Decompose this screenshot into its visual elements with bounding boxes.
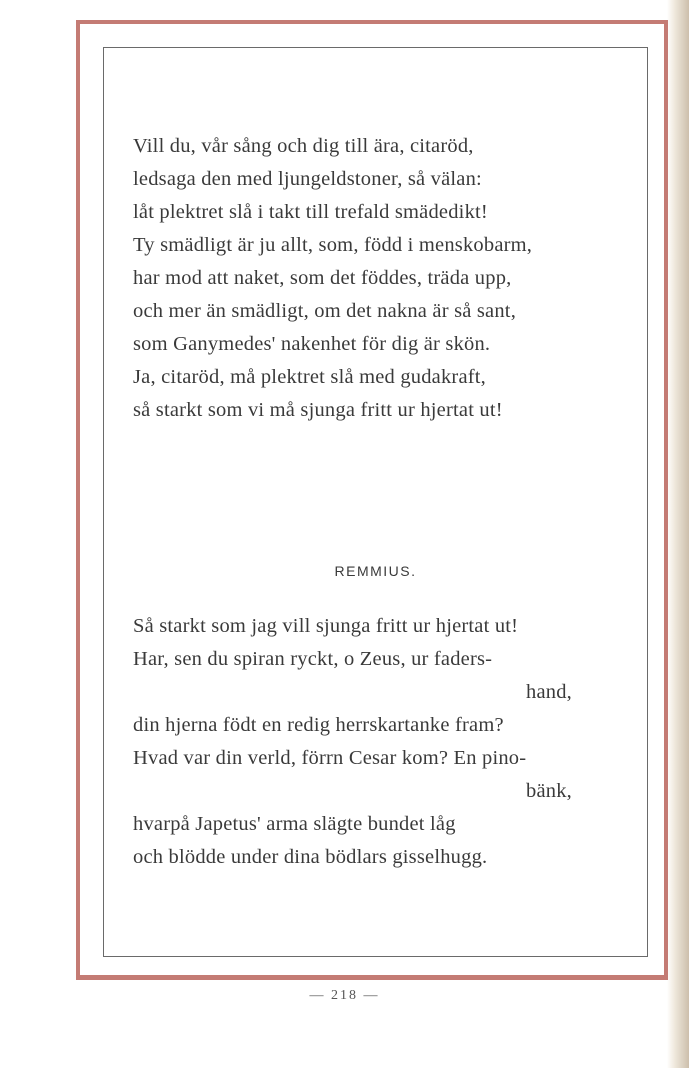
verse-line: Ja, citaröd, må plektret slå med gudakraft,	[133, 366, 486, 388]
verse-line: som Ganymedes' nakenhet för dig är skön.	[133, 333, 491, 355]
verse-line-continuation: bänk,	[526, 780, 572, 802]
verse-line: Har, sen du spiran ryckt, o Zeus, ur faders-	[133, 648, 493, 670]
verse-line: låt plektret slå i takt till trefald smädedikt!	[133, 201, 488, 223]
verse-line: och blödde under dina bödlars gisselhugg.	[133, 846, 488, 868]
verse-line: har mod att naket, som det föddes, träda upp,	[133, 267, 512, 289]
verse-line: Vill du, vår sång och dig till ära, citaröd,	[133, 135, 474, 157]
page-edge-shading	[667, 0, 689, 1068]
verse-line: så starkt som vi må sjunga fritt ur hjertat ut!	[133, 399, 503, 421]
speaker-heading: REMMIUS.	[334, 563, 417, 579]
verse-line: hvarpå Japetus' arma slägte bundet låg	[133, 813, 456, 835]
page-number: — 218 —	[309, 988, 380, 1003]
verse-line: Ty smädligt är ju allt, som, född i menskobarm,	[133, 234, 533, 256]
stanza-2	[133, 610, 633, 874]
verse-line-continuation: hand,	[526, 681, 572, 703]
verse-line: och mer än smädligt, om det nakna är så sant,	[133, 300, 517, 322]
verse-line: din hjerna födt en redig herrskartanke fram?	[133, 714, 504, 736]
verse-line: Så starkt som jag vill sjunga fritt ur hjertat ut!	[133, 615, 519, 637]
verse-line: Hvad var din verld, förrn Cesar kom? En pino-	[133, 747, 527, 769]
verse-line: ledsaga den med ljungeldstoner, så välan:	[133, 168, 482, 190]
stanza-1	[133, 130, 633, 427]
